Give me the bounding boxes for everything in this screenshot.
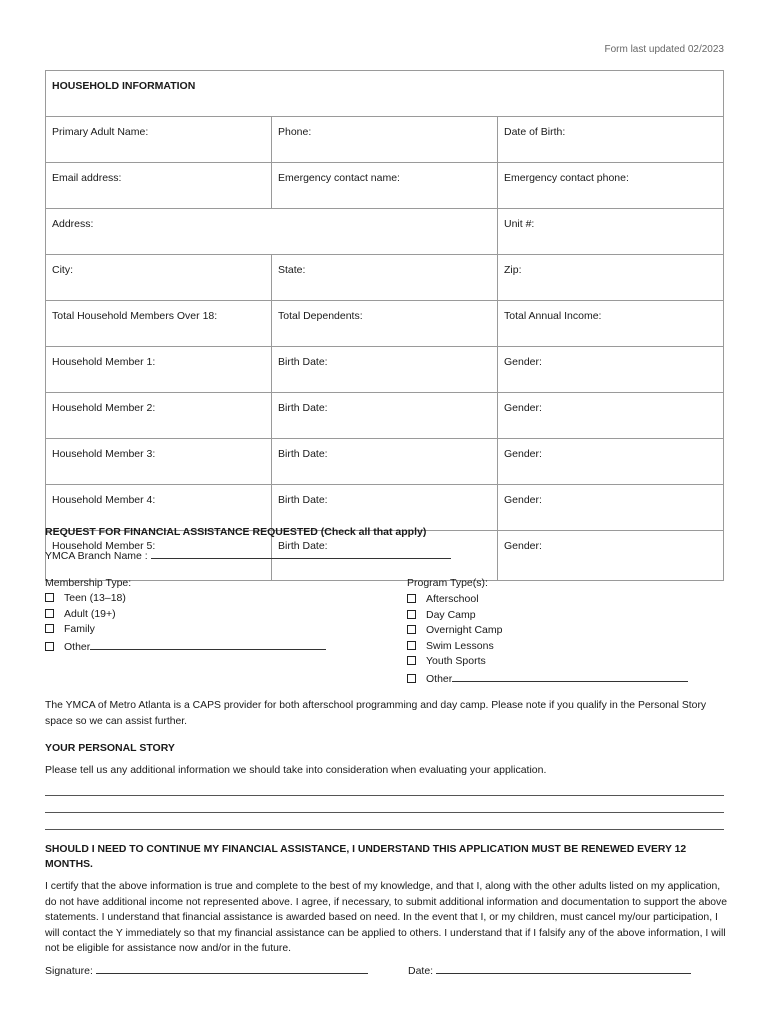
member-5-birth-date-field[interactable]: Birth Date: xyxy=(272,531,498,581)
renewal-heading: SHOULD I NEED TO CONTINUE MY FINANCIAL ASSISTANCE, I UNDERSTAND THIS APPLICATION MUST BE RENEWED EVERY 12 MONTHS. xyxy=(45,844,687,870)
date-row xyxy=(408,963,691,977)
household-member-3-field[interactable]: Household Member 3: xyxy=(46,439,272,485)
member-5-gender-field[interactable]: Gender: xyxy=(498,531,724,581)
membership-type-title: Membership Type: xyxy=(45,577,132,589)
member-3-birth-date-field[interactable]: Birth Date: xyxy=(272,439,498,485)
household-information-table xyxy=(45,70,724,581)
personal-story-heading: YOUR PERSONAL STORY xyxy=(45,742,175,754)
personal-story-line-2[interactable] xyxy=(45,812,724,813)
date-input[interactable] xyxy=(436,963,691,974)
personal-story-line-3[interactable] xyxy=(45,829,724,830)
caps-note: The YMCA of Metro Atlanta is a CAPS provider for both afterschool programming and day camp. Please note if you qualify in the Personal Story space so we can assist further. xyxy=(45,700,707,727)
member-2-birth-date-field[interactable]: Birth Date: xyxy=(272,393,498,439)
program-swim-lessons-checkbox[interactable]: Swim Lessons xyxy=(407,640,494,652)
checkbox-icon xyxy=(407,594,416,603)
branch-name-label: YMCA Branch Name : xyxy=(45,550,148,562)
household-member-5-field[interactable]: Household Member 5: xyxy=(46,531,272,581)
membership-family-checkbox[interactable]: Family xyxy=(45,623,95,635)
signature-row xyxy=(45,963,368,977)
checkbox-icon xyxy=(45,609,54,618)
checkbox-icon xyxy=(407,674,416,683)
checkbox-icon xyxy=(45,593,54,602)
zip-field[interactable]: Zip: xyxy=(498,255,724,301)
address-field[interactable]: Address: xyxy=(46,209,498,255)
household-member-1-field[interactable]: Household Member 1: xyxy=(46,347,272,393)
program-afterschool-checkbox[interactable]: Afterschool xyxy=(407,593,479,605)
membership-other-checkbox[interactable]: Other xyxy=(45,639,326,653)
member-1-birth-date-field[interactable]: Birth Date: xyxy=(272,347,498,393)
personal-story-line-1[interactable] xyxy=(45,795,724,796)
date-of-birth-field[interactable]: Date of Birth: xyxy=(498,117,724,163)
phone-field[interactable]: Phone: xyxy=(272,117,498,163)
emergency-contact-name-field[interactable]: Emergency contact name: xyxy=(272,163,498,209)
household-member-2-field[interactable]: Household Member 2: xyxy=(46,393,272,439)
household-heading: HOUSEHOLD INFORMATION xyxy=(46,71,724,117)
personal-story-prompt: Please tell us any additional information we should take into consideration when evaluating your application. xyxy=(45,764,547,776)
program-other-checkbox[interactable]: Other xyxy=(407,671,688,685)
checkbox-icon xyxy=(45,624,54,633)
member-4-birth-date-field[interactable]: Birth Date: xyxy=(272,485,498,531)
form-updated-date: Form last updated 02/2023 xyxy=(604,44,724,55)
program-youth-sports-checkbox[interactable]: Youth Sports xyxy=(407,655,486,667)
program-day-camp-checkbox[interactable]: Day Camp xyxy=(407,609,476,621)
members-over-18-field[interactable]: Total Household Members Over 18: xyxy=(46,301,272,347)
checkbox-icon xyxy=(407,625,416,634)
certification-text: I certify that the above information is true and complete to the best of my knowledge, and that I, along with the other adults listed on my application, do not have additional income not represented above. I agree, if necessary, to submit additional information and documentation to support the above statements. I understand that financial assistance is awarded based on need. In the event that I, or my children, must cancel my/our participation, I will contact the Y immediately so that my financial assistance can be applied to others. I understand that if I falsify any of the above information, I will not be eligible for assistance now and/or in the future. xyxy=(45,881,727,954)
program-type-title: Program Type(s): xyxy=(407,577,488,589)
total-dependents-field[interactable]: Total Dependents: xyxy=(272,301,498,347)
branch-name-input[interactable] xyxy=(151,548,451,559)
member-2-gender-field[interactable]: Gender: xyxy=(498,393,724,439)
unit-field[interactable]: Unit #: xyxy=(498,209,724,255)
member-1-gender-field[interactable]: Gender: xyxy=(498,347,724,393)
program-other-input[interactable] xyxy=(452,671,688,682)
state-field[interactable]: State: xyxy=(272,255,498,301)
membership-adult-checkbox[interactable]: Adult (19+) xyxy=(45,608,116,620)
member-4-gender-field[interactable]: Gender: xyxy=(498,485,724,531)
primary-adult-name-field[interactable]: Primary Adult Name: xyxy=(46,117,272,163)
signature-label: Signature: xyxy=(45,965,93,977)
annual-income-field[interactable]: Total Annual Income: xyxy=(498,301,724,347)
date-label: Date: xyxy=(408,965,434,977)
membership-teen-checkbox[interactable]: Teen (13–18) xyxy=(45,592,126,604)
checkbox-icon xyxy=(407,610,416,619)
checkbox-icon xyxy=(407,641,416,650)
emergency-contact-phone-field[interactable]: Emergency contact phone: xyxy=(498,163,724,209)
signature-input[interactable] xyxy=(96,963,368,974)
membership-other-input[interactable] xyxy=(90,639,326,650)
program-overnight-camp-checkbox[interactable]: Overnight Camp xyxy=(407,624,502,636)
request-heading: REQUEST FOR FINANCIAL ASSISTANCE REQUESTED (Check all that apply) xyxy=(45,526,427,538)
branch-name-row xyxy=(45,548,451,562)
checkbox-icon xyxy=(407,656,416,665)
checkbox-icon xyxy=(45,642,54,651)
city-field[interactable]: City: xyxy=(46,255,272,301)
member-3-gender-field[interactable]: Gender: xyxy=(498,439,724,485)
email-field[interactable]: Email address: xyxy=(46,163,272,209)
household-member-4-field[interactable]: Household Member 4: xyxy=(46,485,272,531)
